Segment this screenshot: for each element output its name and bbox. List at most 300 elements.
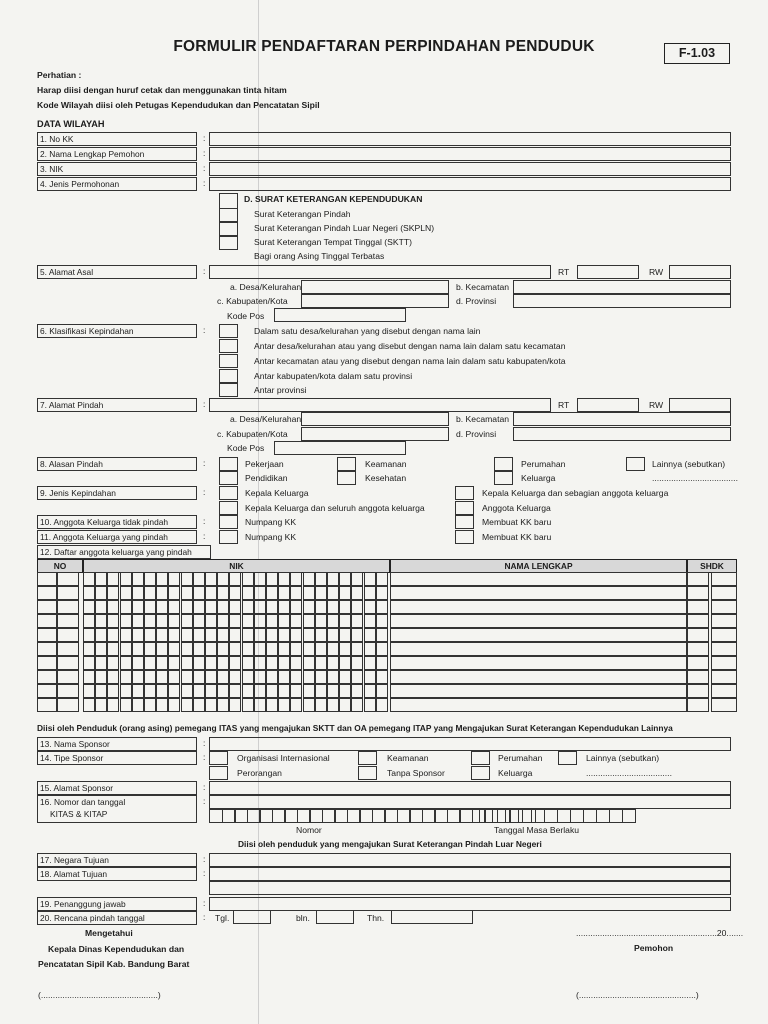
nama-cell[interactable]: [390, 572, 687, 586]
nik-digit-cell[interactable]: [217, 684, 229, 698]
nik-digit-cell[interactable]: [83, 572, 95, 586]
nik-digit-cell[interactable]: [303, 642, 315, 656]
nik-digit-cell[interactable]: [290, 600, 302, 614]
nik-digit-cell[interactable]: [107, 628, 119, 642]
kitas-date-cell[interactable]: [518, 809, 532, 823]
nik-digit-cell[interactable]: [95, 642, 107, 656]
nik-digit-cell[interactable]: [290, 684, 302, 698]
row-no-cell[interactable]: [57, 586, 79, 600]
kitas-date-cell[interactable]: [544, 809, 558, 823]
nik-digit-cell[interactable]: [193, 614, 205, 628]
nik-digit-cell[interactable]: [254, 684, 266, 698]
checkbox-pendidikan[interactable]: [219, 471, 238, 485]
checkbox-keamanan[interactable]: [337, 457, 356, 471]
nik-digit-cell[interactable]: [242, 614, 254, 628]
nik-digit-cell[interactable]: [156, 698, 168, 712]
kecamatan-pindah-field[interactable]: [513, 412, 731, 426]
nik-digit-cell[interactable]: [327, 600, 339, 614]
nik-digit-cell[interactable]: [339, 684, 351, 698]
nik-digit-cell[interactable]: [351, 586, 363, 600]
nik-digit-cell[interactable]: [266, 600, 278, 614]
shdk-cell[interactable]: [687, 572, 709, 586]
nik-digit-cell[interactable]: [132, 670, 144, 684]
nik-digit-cell[interactable]: [168, 642, 180, 656]
nik-digit-cell[interactable]: [242, 698, 254, 712]
nik-digit-cell[interactable]: [144, 628, 156, 642]
nik-digit-cell[interactable]: [278, 656, 290, 670]
signature-right[interactable]: (.................................................): [576, 990, 699, 1000]
nik-digit-cell[interactable]: [290, 586, 302, 600]
row-no-cell[interactable]: [57, 684, 79, 698]
checkbox-klas-3[interactable]: [219, 354, 238, 368]
nik-digit-cell[interactable]: [254, 642, 266, 656]
shdk-cell[interactable]: [711, 698, 737, 712]
nik-digit-cell[interactable]: [229, 642, 241, 656]
kitas-date-cell[interactable]: [479, 809, 493, 823]
checkbox-kesehatan[interactable]: [337, 471, 356, 485]
thn-field[interactable]: [391, 910, 473, 924]
nomor-tanggal-field[interactable]: [209, 795, 731, 809]
nik-digit-cell[interactable]: [132, 572, 144, 586]
checkbox-skpln[interactable]: [219, 222, 238, 236]
nik-digit-cell[interactable]: [107, 698, 119, 712]
row-no-cell[interactable]: [57, 600, 79, 614]
kitas-date-cell[interactable]: [505, 809, 519, 823]
nik-digit-cell[interactable]: [193, 600, 205, 614]
nik-digit-cell[interactable]: [364, 628, 376, 642]
nik-digit-cell[interactable]: [303, 698, 315, 712]
nik-digit-cell[interactable]: [376, 572, 388, 586]
nik-digit-cell[interactable]: [364, 684, 376, 698]
nik-digit-cell[interactable]: [107, 614, 119, 628]
row-no-cell[interactable]: [57, 628, 79, 642]
nik-digit-cell[interactable]: [266, 684, 278, 698]
nik-digit-cell[interactable]: [364, 600, 376, 614]
nik-digit-cell[interactable]: [132, 698, 144, 712]
nik-digit-cell[interactable]: [351, 656, 363, 670]
nik-digit-cell[interactable]: [95, 586, 107, 600]
nik-digit-cell[interactable]: [217, 656, 229, 670]
nama-cell[interactable]: [390, 628, 687, 642]
nik-digit-cell[interactable]: [339, 628, 351, 642]
nik-digit-cell[interactable]: [278, 586, 290, 600]
nik-digit-cell[interactable]: [266, 642, 278, 656]
nik-digit-cell[interactable]: [351, 684, 363, 698]
nik-digit-cell[interactable]: [181, 614, 193, 628]
shdk-cell[interactable]: [687, 586, 709, 600]
nik-digit-cell[interactable]: [364, 656, 376, 670]
nik-digit-cell[interactable]: [315, 698, 327, 712]
nik-digit-cell[interactable]: [156, 684, 168, 698]
nik-digit-cell[interactable]: [217, 670, 229, 684]
shdk-cell[interactable]: [687, 628, 709, 642]
nik-field[interactable]: [209, 162, 731, 176]
nik-digit-cell[interactable]: [144, 684, 156, 698]
nik-digit-cell[interactable]: [107, 572, 119, 586]
nik-digit-cell[interactable]: [303, 614, 315, 628]
penanggung-jawab-field[interactable]: [209, 897, 731, 911]
nik-digit-cell[interactable]: [181, 628, 193, 642]
nik-digit-cell[interactable]: [303, 586, 315, 600]
nik-digit-cell[interactable]: [290, 656, 302, 670]
alamat-asal-field[interactable]: [209, 265, 551, 279]
nik-digit-cell[interactable]: [242, 572, 254, 586]
nik-digit-cell[interactable]: [303, 572, 315, 586]
negara-tujuan-field[interactable]: [209, 853, 731, 867]
row-no-cell[interactable]: [37, 628, 57, 642]
shdk-cell[interactable]: [687, 670, 709, 684]
shdk-cell[interactable]: [711, 600, 737, 614]
nik-digit-cell[interactable]: [376, 698, 388, 712]
nik-digit-cell[interactable]: [144, 670, 156, 684]
row-no-cell[interactable]: [57, 642, 79, 656]
alamat-pindah-field[interactable]: [209, 398, 551, 412]
checkbox-kk-seluruh[interactable]: [219, 501, 238, 515]
row-no-cell[interactable]: [57, 698, 79, 712]
nik-digit-cell[interactable]: [303, 684, 315, 698]
shdk-cell[interactable]: [687, 600, 709, 614]
nik-digit-cell[interactable]: [229, 656, 241, 670]
rt-asal-field[interactable]: [577, 265, 639, 279]
nik-digit-cell[interactable]: [266, 586, 278, 600]
desa-asal-field[interactable]: [301, 280, 449, 294]
nik-digit-cell[interactable]: [339, 600, 351, 614]
nik-digit-cell[interactable]: [229, 572, 241, 586]
nik-digit-cell[interactable]: [107, 642, 119, 656]
jenis-permohonan-field[interactable]: [209, 177, 731, 191]
nik-digit-cell[interactable]: [120, 600, 132, 614]
nik-digit-cell[interactable]: [242, 642, 254, 656]
nik-digit-cell[interactable]: [193, 572, 205, 586]
nik-digit-cell[interactable]: [339, 698, 351, 712]
nik-digit-cell[interactable]: [254, 656, 266, 670]
checkbox-pekerjaan[interactable]: [219, 457, 238, 471]
checkbox-klas-2[interactable]: [219, 339, 238, 353]
nik-digit-cell[interactable]: [229, 698, 241, 712]
nik-digit-cell[interactable]: [242, 656, 254, 670]
nik-digit-cell[interactable]: [327, 684, 339, 698]
checkbox-kk[interactable]: [219, 486, 238, 500]
row-no-cell[interactable]: [37, 642, 57, 656]
nik-digit-cell[interactable]: [181, 600, 193, 614]
nik-digit-cell[interactable]: [156, 642, 168, 656]
nama-sponsor-field[interactable]: [209, 737, 731, 751]
nik-digit-cell[interactable]: [229, 614, 241, 628]
nik-digit-cell[interactable]: [351, 642, 363, 656]
nik-digit-cell[interactable]: [95, 698, 107, 712]
nik-digit-cell[interactable]: [168, 698, 180, 712]
nik-digit-cell[interactable]: [217, 642, 229, 656]
nik-digit-cell[interactable]: [376, 586, 388, 600]
nik-digit-cell[interactable]: [315, 628, 327, 642]
kitas-date-cell[interactable]: [557, 809, 571, 823]
kitas-date-cell[interactable]: [570, 809, 584, 823]
shdk-cell[interactable]: [711, 684, 737, 698]
nik-digit-cell[interactable]: [120, 670, 132, 684]
row-no-cell[interactable]: [37, 572, 57, 586]
nik-digit-cell[interactable]: [303, 656, 315, 670]
shdk-cell[interactable]: [711, 586, 737, 600]
nik-digit-cell[interactable]: [229, 600, 241, 614]
checkbox-lainnya[interactable]: [626, 457, 645, 471]
nik-digit-cell[interactable]: [242, 628, 254, 642]
checkbox-anggota[interactable]: [455, 501, 474, 515]
nik-digit-cell[interactable]: [144, 600, 156, 614]
kecamatan-asal-field[interactable]: [513, 280, 731, 294]
nik-digit-cell[interactable]: [303, 628, 315, 642]
nik-digit-cell[interactable]: [83, 600, 95, 614]
nik-digit-cell[interactable]: [254, 670, 266, 684]
nik-digit-cell[interactable]: [193, 628, 205, 642]
shdk-cell[interactable]: [711, 642, 737, 656]
nik-digit-cell[interactable]: [107, 586, 119, 600]
nik-digit-cell[interactable]: [120, 684, 132, 698]
nik-digit-cell[interactable]: [376, 614, 388, 628]
alamat-tujuan-field-2[interactable]: [209, 881, 731, 895]
nik-digit-cell[interactable]: [95, 572, 107, 586]
nik-digit-cell[interactable]: [95, 600, 107, 614]
row-no-cell[interactable]: [37, 600, 57, 614]
nik-digit-cell[interactable]: [364, 614, 376, 628]
nik-digit-cell[interactable]: [254, 586, 266, 600]
nik-digit-cell[interactable]: [205, 698, 217, 712]
nik-digit-cell[interactable]: [144, 572, 156, 586]
provinsi-asal-field[interactable]: [513, 294, 731, 308]
kitas-date-cell[interactable]: [531, 809, 545, 823]
nik-digit-cell[interactable]: [205, 642, 217, 656]
nik-digit-cell[interactable]: [168, 628, 180, 642]
nik-digit-cell[interactable]: [266, 628, 278, 642]
nik-digit-cell[interactable]: [217, 698, 229, 712]
nik-digit-cell[interactable]: [156, 600, 168, 614]
nik-digit-cell[interactable]: [156, 614, 168, 628]
nik-digit-cell[interactable]: [95, 614, 107, 628]
checkbox-sp-lainnya[interactable]: [558, 751, 577, 765]
nik-digit-cell[interactable]: [290, 698, 302, 712]
nik-digit-cell[interactable]: [364, 698, 376, 712]
nik-digit-cell[interactable]: [278, 614, 290, 628]
nik-digit-cell[interactable]: [181, 670, 193, 684]
alamat-sponsor-field[interactable]: [209, 781, 731, 795]
checkbox-baru-11[interactable]: [455, 530, 474, 544]
nik-digit-cell[interactable]: [290, 642, 302, 656]
checkbox-numpang-10[interactable]: [219, 515, 238, 529]
nik-digit-cell[interactable]: [327, 642, 339, 656]
kode-pos-pindah-field[interactable]: [274, 441, 406, 455]
nik-digit-cell[interactable]: [205, 628, 217, 642]
nik-digit-cell[interactable]: [107, 656, 119, 670]
row-no-cell[interactable]: [37, 698, 57, 712]
checkbox-klas-1[interactable]: [219, 324, 238, 338]
nik-digit-cell[interactable]: [266, 670, 278, 684]
shdk-cell[interactable]: [711, 614, 737, 628]
nik-digit-cell[interactable]: [315, 614, 327, 628]
nik-digit-cell[interactable]: [132, 628, 144, 642]
nik-digit-cell[interactable]: [327, 614, 339, 628]
nik-digit-cell[interactable]: [168, 586, 180, 600]
no-kk-field[interactable]: [209, 132, 731, 146]
nik-digit-cell[interactable]: [315, 642, 327, 656]
nik-digit-cell[interactable]: [364, 586, 376, 600]
nik-digit-cell[interactable]: [217, 572, 229, 586]
row-no-cell[interactable]: [57, 572, 79, 586]
nik-digit-cell[interactable]: [242, 600, 254, 614]
nik-digit-cell[interactable]: [217, 628, 229, 642]
nik-digit-cell[interactable]: [327, 656, 339, 670]
bln-field[interactable]: [316, 910, 354, 924]
shdk-cell[interactable]: [711, 670, 737, 684]
desa-pindah-field[interactable]: [301, 412, 449, 426]
nik-digit-cell[interactable]: [144, 642, 156, 656]
row-no-cell[interactable]: [37, 684, 57, 698]
rw-asal-field[interactable]: [669, 265, 731, 279]
nik-digit-cell[interactable]: [290, 670, 302, 684]
kitas-date-cell[interactable]: [622, 809, 636, 823]
shdk-cell[interactable]: [711, 572, 737, 586]
nik-digit-cell[interactable]: [156, 628, 168, 642]
nik-digit-cell[interactable]: [205, 614, 217, 628]
nik-digit-cell[interactable]: [181, 586, 193, 600]
nik-digit-cell[interactable]: [132, 586, 144, 600]
nik-digit-cell[interactable]: [83, 670, 95, 684]
nik-digit-cell[interactable]: [120, 642, 132, 656]
nik-digit-cell[interactable]: [376, 600, 388, 614]
nik-digit-cell[interactable]: [254, 698, 266, 712]
nik-digit-cell[interactable]: [351, 628, 363, 642]
nik-digit-cell[interactable]: [290, 614, 302, 628]
nik-digit-cell[interactable]: [278, 670, 290, 684]
nik-digit-cell[interactable]: [351, 600, 363, 614]
row-no-cell[interactable]: [37, 614, 57, 628]
nama-pemohon-field[interactable]: [209, 147, 731, 161]
nik-digit-cell[interactable]: [290, 572, 302, 586]
shdk-cell[interactable]: [711, 628, 737, 642]
nik-digit-cell[interactable]: [327, 698, 339, 712]
kitas-date-cell[interactable]: [492, 809, 506, 823]
nama-cell[interactable]: [390, 600, 687, 614]
nik-digit-cell[interactable]: [339, 572, 351, 586]
nama-cell[interactable]: [390, 642, 687, 656]
nik-digit-cell[interactable]: [181, 684, 193, 698]
row-no-cell[interactable]: [57, 614, 79, 628]
rw-pindah-field[interactable]: [669, 398, 731, 412]
nik-digit-cell[interactable]: [205, 670, 217, 684]
nik-digit-cell[interactable]: [278, 642, 290, 656]
nik-digit-cell[interactable]: [303, 600, 315, 614]
nik-digit-cell[interactable]: [193, 670, 205, 684]
nik-digit-cell[interactable]: [120, 572, 132, 586]
nik-digit-cell[interactable]: [266, 572, 278, 586]
nik-digit-cell[interactable]: [217, 614, 229, 628]
nik-digit-cell[interactable]: [107, 600, 119, 614]
nama-cell[interactable]: [390, 614, 687, 628]
nik-digit-cell[interactable]: [351, 614, 363, 628]
nik-digit-cell[interactable]: [193, 698, 205, 712]
nik-digit-cell[interactable]: [144, 698, 156, 712]
alamat-tujuan-field[interactable]: [209, 867, 731, 881]
nik-digit-cell[interactable]: [205, 684, 217, 698]
checkbox-sk-pindah[interactable]: [219, 208, 238, 222]
shdk-cell[interactable]: [687, 698, 709, 712]
nik-digit-cell[interactable]: [205, 656, 217, 670]
shdk-cell[interactable]: [687, 642, 709, 656]
nik-digit-cell[interactable]: [144, 656, 156, 670]
nik-digit-cell[interactable]: [168, 670, 180, 684]
nik-digit-cell[interactable]: [315, 684, 327, 698]
nik-digit-cell[interactable]: [364, 670, 376, 684]
nik-digit-cell[interactable]: [376, 642, 388, 656]
tgl-field[interactable]: [233, 910, 271, 924]
nik-digit-cell[interactable]: [132, 684, 144, 698]
nik-digit-cell[interactable]: [181, 698, 193, 712]
nik-digit-cell[interactable]: [120, 656, 132, 670]
nik-digit-cell[interactable]: [254, 628, 266, 642]
row-no-cell[interactable]: [37, 656, 57, 670]
nik-digit-cell[interactable]: [278, 572, 290, 586]
checkbox-sp-keamanan[interactable]: [358, 751, 377, 765]
nik-digit-cell[interactable]: [376, 628, 388, 642]
nik-digit-cell[interactable]: [339, 614, 351, 628]
nik-digit-cell[interactable]: [217, 600, 229, 614]
nik-digit-cell[interactable]: [193, 684, 205, 698]
nik-digit-cell[interactable]: [205, 586, 217, 600]
kabupaten-pindah-field[interactable]: [301, 427, 449, 441]
nik-digit-cell[interactable]: [168, 614, 180, 628]
nik-digit-cell[interactable]: [83, 642, 95, 656]
nik-digit-cell[interactable]: [278, 628, 290, 642]
signature-left[interactable]: (.................................................): [38, 990, 161, 1000]
checkbox-skk[interactable]: [219, 193, 238, 209]
nik-digit-cell[interactable]: [242, 684, 254, 698]
nik-digit-cell[interactable]: [278, 600, 290, 614]
nik-digit-cell[interactable]: [95, 670, 107, 684]
nama-cell[interactable]: [390, 586, 687, 600]
checkbox-klas-4[interactable]: [219, 369, 238, 383]
nik-digit-cell[interactable]: [156, 586, 168, 600]
shdk-cell[interactable]: [687, 684, 709, 698]
nama-cell[interactable]: [390, 670, 687, 684]
nik-digit-cell[interactable]: [107, 684, 119, 698]
nik-digit-cell[interactable]: [364, 642, 376, 656]
row-no-cell[interactable]: [37, 670, 57, 684]
row-no-cell[interactable]: [57, 670, 79, 684]
nik-digit-cell[interactable]: [351, 670, 363, 684]
nik-digit-cell[interactable]: [229, 684, 241, 698]
nik-digit-cell[interactable]: [83, 656, 95, 670]
rt-pindah-field[interactable]: [577, 398, 639, 412]
nik-digit-cell[interactable]: [266, 614, 278, 628]
nik-digit-cell[interactable]: [266, 698, 278, 712]
nik-digit-cell[interactable]: [339, 642, 351, 656]
checkbox-tanpa-sponsor[interactable]: [358, 766, 377, 780]
kode-pos-asal-field[interactable]: [274, 308, 406, 322]
nik-digit-cell[interactable]: [83, 684, 95, 698]
checkbox-sp-perumahan[interactable]: [471, 751, 490, 765]
nik-digit-cell[interactable]: [156, 572, 168, 586]
nik-digit-cell[interactable]: [156, 670, 168, 684]
nik-digit-cell[interactable]: [120, 586, 132, 600]
nama-cell[interactable]: [390, 698, 687, 712]
nik-digit-cell[interactable]: [278, 684, 290, 698]
nik-digit-cell[interactable]: [242, 670, 254, 684]
nama-cell[interactable]: [390, 656, 687, 670]
nik-digit-cell[interactable]: [376, 656, 388, 670]
nik-digit-cell[interactable]: [315, 572, 327, 586]
nik-digit-cell[interactable]: [83, 698, 95, 712]
checkbox-baru-10[interactable]: [455, 515, 474, 529]
nik-digit-cell[interactable]: [376, 684, 388, 698]
nik-digit-cell[interactable]: [156, 656, 168, 670]
